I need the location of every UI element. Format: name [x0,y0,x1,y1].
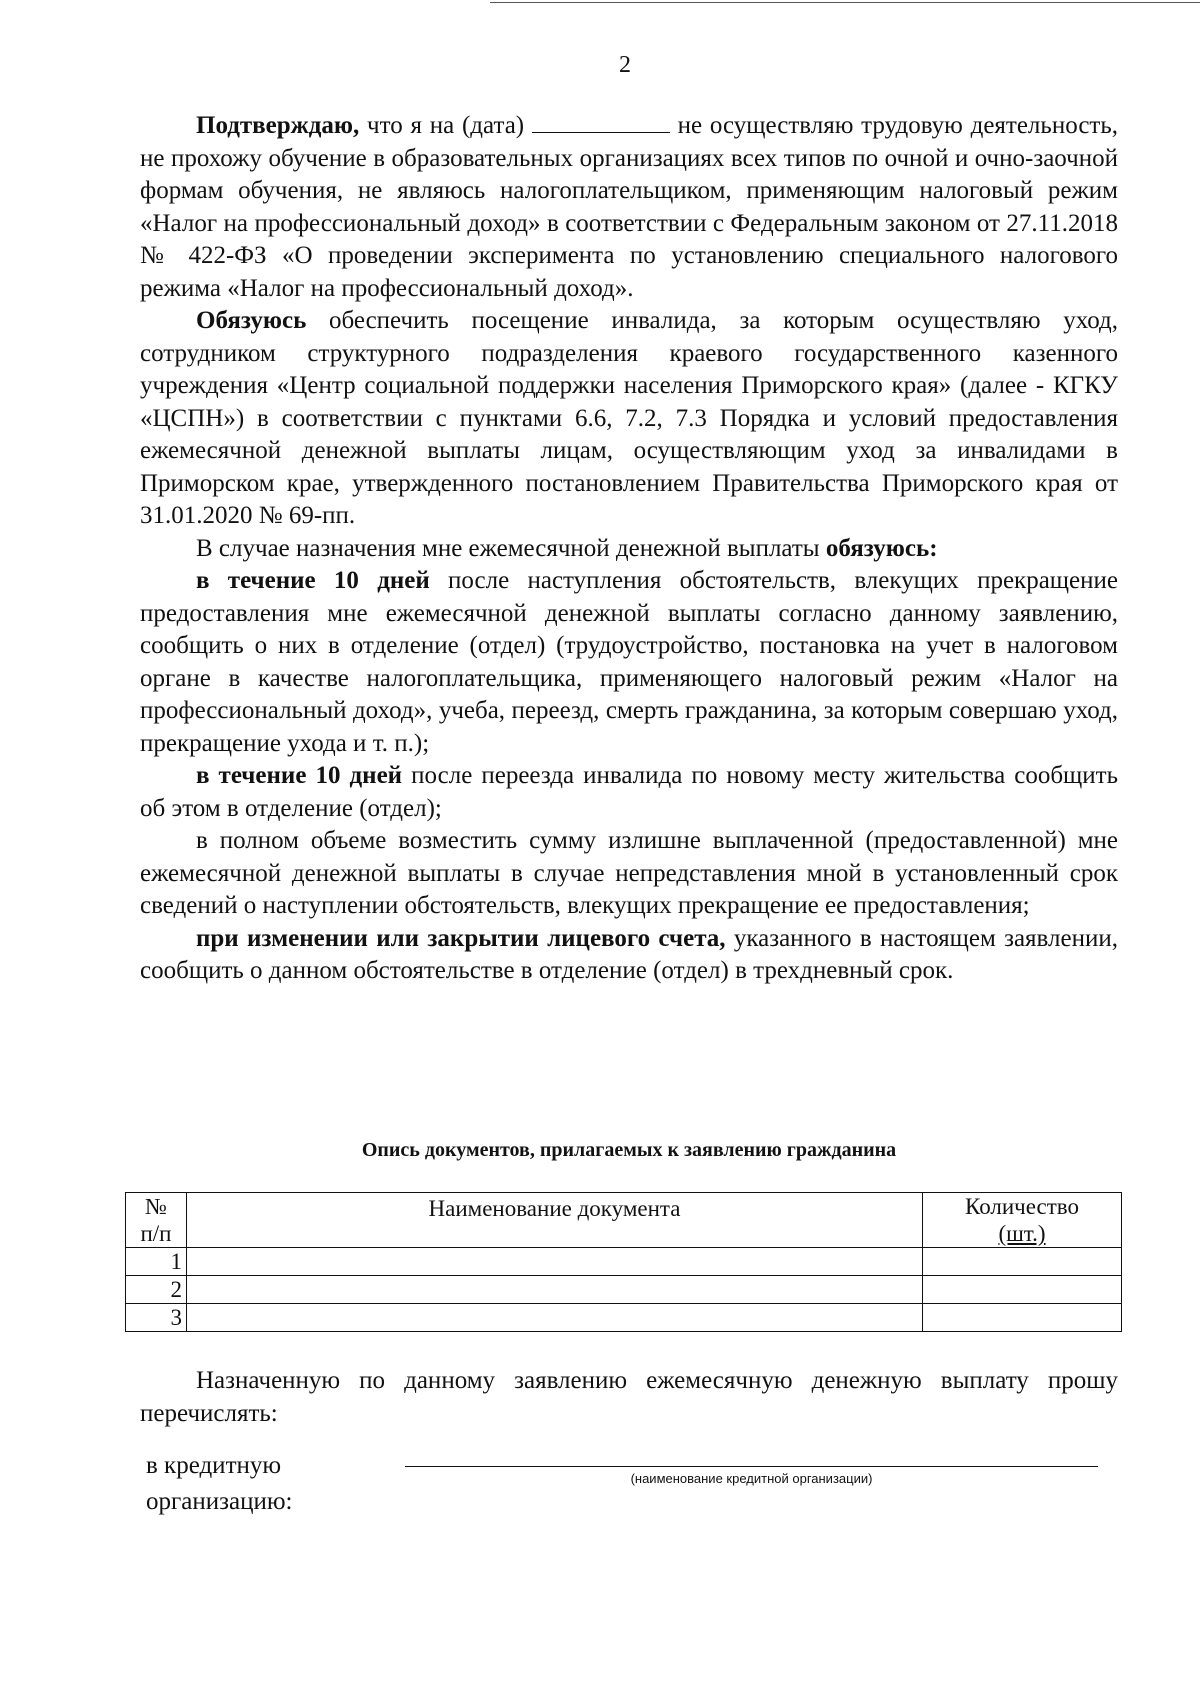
table-row [126,1276,1122,1304]
page-number: 2 [619,52,631,78]
circumstances-paragraph: в течение 10 дней после наступления обстоятельств, влекущих прекращение предоставления мне ежемесячной денежной выплаты согласно данному заявлению, сообщить о них в отделение (отдел) (трудоустройство, постановка на учет в налоговом органе в качестве налогоплательщика, применяющего налоговый режим «Налог на профессиональный доход», учеба, переезд, смерть гражданина, за которым совершаю уход, прекращение ухода и т. п.); [140,567,1118,757]
obligation-lead: Обязуюсь [196,307,307,334]
row-quantity-cell[interactable] [923,1276,1122,1304]
row-number: 2 [126,1276,187,1304]
row-document-name-cell[interactable] [187,1304,923,1332]
assignment-paragraph: В случае назначения мне ежемесячной денежной выплаты обязуюсь: [196,534,938,562]
obligation-paragraph: Обязуюсь обеспечить посещение инвалида, за которым осуществляю уход, сотрудником структурного подразделения краевого государственного казенного учреждения «Центр социальной поддержки населения Приморского края» (далее - КГКУ «ЦСПН») в соответствии с пунктами 6.6, 7.2, 7.3 Порядка и условий предоставления ежемесячной денежной выплаты лицам, осуществляющим уход за инвалидами в Приморском крае, утвержденного постановлением Правительства Приморского края от 31.01.2020 № 69-пп. [140,307,1118,529]
row-number: 3 [126,1304,187,1332]
credit-organization-label: в кредитную организацию: [146,1452,293,1515]
header-quantity: Количество (шт.) [923,1193,1122,1248]
inventory-title: Опись документов, прилагаемых к заявлению гражданина [361,1139,897,1161]
table-row [126,1304,1122,1332]
table-header-row [126,1193,1122,1248]
refund-paragraph: в полном объеме возместить сумму излишне выплаченной (предоставленной) мне ежемесячной денежной выплаты в случае непредставления мной в установленный срок сведений о наступлении обстоятельств, влекущих прекращение ее предоставления; [140,827,1118,919]
row-quantity-cell[interactable] [923,1248,1122,1276]
header-number: № п/п [126,1193,187,1248]
credit-organization-caption: (наименование кредитной организации) [630,1471,873,1486]
confirmation-paragraph: Подтверждаю, что я на (дата) не осуществляю трудовую деятельность, не прохожу обучение в образовательных организациях всех типов по очной и очно-заочной формам обучения, не являюсь налогоплательщиком, применяющим налоговый режим «Налог на профессиональный доход» в соответствии с Федеральным законом от 27.11.2018 № 422-ФЗ «О проведении эксперимента по установлению специального налогового режима «Налог на профессиональный доход». [140,112,1118,302]
table-row [126,1248,1122,1276]
row-quantity-cell[interactable] [923,1304,1122,1332]
row-document-name-cell[interactable] [187,1248,923,1276]
date-blank-field[interactable] [532,112,670,133]
account-change-paragraph: при изменении или закрытии лицевого счета, указанного в настоящем заявлении, сообщить о данном обстоятельстве в отделение (отдел) в трехдневный срок. [140,924,1118,984]
relocation-paragraph: в течение 10 дней после переезда инвалида по новому месту жительства сообщить об этом в отделение (отдел); [140,762,1119,822]
payout-request [140,1365,1118,1430]
payout-paragraph: Назначенную по данному заявлению ежемесячную денежную выплату прошу перечислять: [140,1367,1118,1427]
documents-inventory-table [125,1192,1122,1332]
credit-organization-field[interactable] [405,1466,1098,1467]
top-border-line [490,2,1200,3]
row-number: 1 [126,1248,187,1276]
row-document-name-cell[interactable] [187,1276,923,1304]
confirmation-lead: Подтверждаю, [196,112,360,139]
header-document-name: Наименование документа [187,1193,923,1248]
statement-body [140,110,1118,988]
